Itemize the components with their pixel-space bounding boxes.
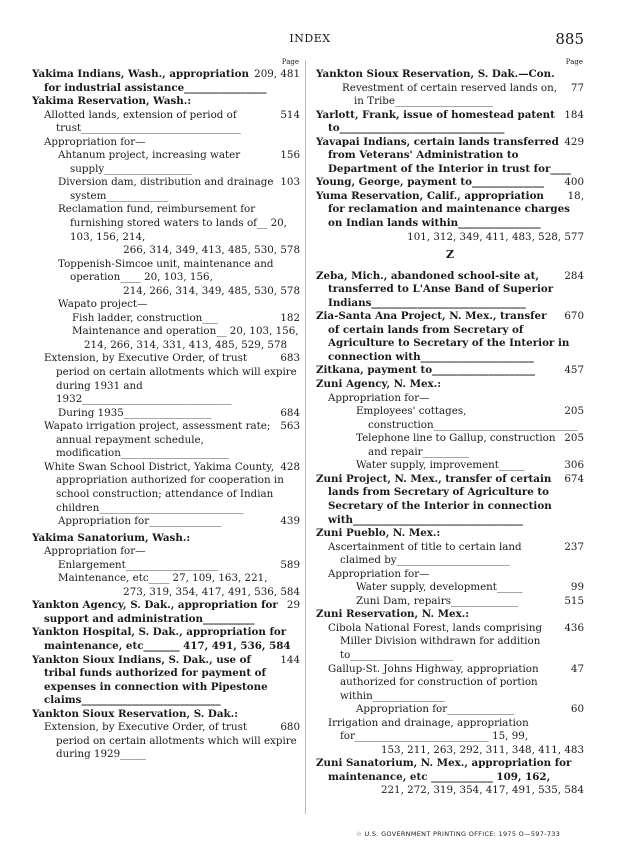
entry-pages: 515 — [564, 594, 584, 607]
index-entry: Yankton Sioux Reservation, S. Dak.: — [32, 707, 239, 720]
entry-text: Enlargement__________________ — [58, 558, 219, 571]
entry-pages: 514 — [280, 108, 300, 121]
entry-text: Wapato irrigation project, assessment rate; annual repayment schedule, modification_____________________ — [44, 420, 271, 460]
entry-pages: 674 — [564, 472, 584, 485]
entry-text: Appropriation for______________ — [58, 515, 222, 528]
entry-text: Water supply, development_____ — [356, 581, 523, 594]
index-entry — [316, 270, 584, 311]
entry-text: Yarlott, Frank, issue of homestead patent to________________________________ — [316, 108, 555, 135]
entry-text: Zeba, Mich., abandoned school-site at, transferred to L'Anse Band of Superior Indians______________________________ — [316, 269, 554, 309]
index-entry-continuation: 153, 211, 263, 292, 311, 348, 411, 483 — [380, 743, 584, 756]
entry-text: Appropriation for_____________ — [356, 703, 515, 716]
entry-pages: 156 — [280, 149, 300, 162]
index-entry — [316, 136, 584, 177]
index-entry: Zuni Pueblo, N. Mex.: — [316, 527, 441, 540]
entry-text: Zia-Santa Ana Project, N. Mex., transfer of certain lands from Secretary of Agriculture to Secretary of the Interior in connection with______________________ — [316, 310, 570, 363]
entry-pages: 457 — [564, 364, 584, 377]
index-entry — [316, 459, 584, 473]
entry-text: Telephone line to Gallup, construction and repair_________ — [356, 432, 556, 458]
entry-text: Gallup-St. Johns Highway, appropriation authorized for construction of portion within______________ — [328, 662, 539, 702]
index-entry: Irrigation and drainage, appropriation for__________________________ 15, 99, — [328, 716, 529, 743]
index-entry: Yankton Hospital, S. Dak., appropriation for maintenance, etc_______ 417, 491, 536, 584 — [32, 626, 291, 652]
entry-pages: 563 — [280, 420, 300, 433]
index-entry — [32, 420, 300, 461]
entry-text: Employees' cottages, construction____________________________ — [356, 405, 578, 431]
entry-text: During 1935_________________ — [58, 406, 212, 419]
index-entry: Yakima Sanatorium, Wash.: — [32, 531, 191, 544]
index-entry — [32, 109, 300, 136]
entry-text: Extension, by Executive Order, of trust period on certain allotments which will expire during 1931 and 1932_____________________________ — [44, 352, 297, 406]
index-entry — [316, 432, 584, 459]
index-entry — [32, 407, 300, 421]
entry-pages: 103 — [280, 176, 300, 189]
entry-pages: 589 — [280, 558, 300, 571]
entry-pages: 684 — [280, 406, 300, 419]
index-entry: Maintenance and operation__ 20, 103, 156, 214, 266, 314, 331, 413, 485, 529, 578 — [72, 325, 299, 351]
index-entry — [32, 68, 300, 95]
entry-text: Yankton Sioux Indians, S. Dak., use of tribal funds authorized for payment of expenses in connection with Pipestone claims___________________________ — [32, 653, 268, 707]
index-entry — [32, 721, 300, 762]
index-entry — [316, 581, 584, 595]
entry-text: Ahtanum project, increasing water supply_________________ — [58, 149, 241, 175]
entry-pages: 683 — [280, 352, 300, 365]
entry-text: Zitkana, payment to____________________ — [316, 364, 536, 377]
page-number: 885 — [555, 30, 584, 48]
entry-pages: 680 — [280, 721, 300, 734]
index-entry: Yakima Reservation, Wash.: — [32, 95, 192, 108]
entry-text: White Swan School District, Yakima County, appropriation authorized for cooperation in school construction; attendance of Indian children____________________________ — [44, 460, 284, 514]
entry-pages: 429 — [564, 135, 584, 148]
index-entry — [316, 663, 584, 704]
entry-text: Ascertainment of title to certain land claimed by______________________ — [328, 540, 522, 567]
entry-pages: 400 — [564, 176, 584, 189]
index-entry-continuation: 221, 272, 319, 354, 417, 491, 535, 584 — [380, 784, 584, 797]
entry-text: Zuni Dam, repairs_____________ — [356, 594, 518, 607]
page-column-label: Page — [281, 58, 299, 66]
entry-text: Yuma Reservation, Calif., appropriation for reclamation and maintenance charges on Indian lands within________________ — [316, 189, 570, 230]
index-entry — [316, 310, 584, 364]
index-entry: Zuni Agency, N. Mex.: — [316, 378, 442, 391]
entry-pages: 428 — [280, 460, 300, 473]
index-entry: Reclamation fund, reimbursement for furnishing stored waters to lands of__ 20, 103, 156, 214, — [58, 203, 287, 243]
index-entry: Zuni Reservation, N. Mex.: — [316, 608, 470, 621]
entry-pages: 29 — [286, 599, 300, 612]
right-column — [316, 56, 584, 798]
index-entry — [316, 473, 584, 527]
index-entry — [316, 405, 584, 432]
entry-pages: 205 — [564, 405, 584, 418]
entry-text: Cibola National Forest, lands comprising Miller Division withdrawn for addition to____________________ — [328, 621, 543, 661]
index-entry-continuation: 214, 266, 314, 349, 485, 530, 578 — [123, 284, 300, 297]
entry-pages: 436 — [564, 621, 584, 634]
page-header-title: INDEX — [289, 32, 331, 45]
entry-pages: 77 — [570, 81, 584, 94]
entry-pages: 144 — [280, 653, 300, 666]
index-entry: Maintenance, etc____ 27, 109, 163, 221, — [58, 572, 268, 585]
index-entry-continuation: 101, 312, 349, 411, 483, 528, 577 — [407, 230, 584, 243]
entry-pages: 306 — [564, 459, 584, 472]
entry-text: Revestment of certain reserved lands on, in Tribe___________________ — [342, 81, 558, 108]
index-entry — [316, 109, 584, 136]
index-entry — [32, 559, 300, 573]
index-entry-continuation: 273, 319, 354, 417, 491, 536, 584 — [123, 585, 300, 598]
entry-pages: 18, — [567, 189, 584, 202]
index-entry: Appropriation for— — [44, 545, 146, 558]
index-entry — [32, 352, 300, 406]
entry-pages: 439 — [280, 515, 300, 528]
index-entry: Appropriation for— — [328, 567, 430, 580]
entry-pages: 237 — [564, 540, 584, 553]
printing-office-footer: ☆ U.S. GOVERNMENT PRINTING OFFICE: 1975 O—597-733 — [356, 830, 561, 838]
index-entry — [32, 149, 300, 176]
index-entry — [316, 364, 584, 378]
page-column-label: Page — [565, 58, 583, 66]
index-entry: Wapato project— — [58, 298, 148, 311]
index-entry — [316, 190, 584, 231]
entry-text: Yakima Indians, Wash., appropriation for industrial assistance________________ — [32, 68, 267, 94]
index-entry: Toppenish-Simcoe unit, maintenance and operation____ 20, 103, 156, — [58, 257, 274, 284]
index-entry — [316, 176, 584, 190]
entry-pages: 47 — [570, 662, 584, 675]
index-entry: Yankton Sioux Reservation, S. Dak.—Con. — [316, 68, 555, 80]
entry-text: Water supply, improvement_____ — [356, 459, 525, 472]
index-entry — [316, 541, 584, 568]
index-entry: Appropriation for— — [44, 135, 146, 148]
index-entry: Appropriation for— — [328, 391, 430, 404]
index-entry — [32, 461, 300, 515]
entry-text: Diversion dam, distribution and drainage system____________ — [58, 176, 274, 202]
entry-text: Zuni Project, N. Mex., transfer of certain lands from Secretary of Agriculture to Secretary of the Interior in connection with_________________________________ — [316, 472, 552, 526]
index-entry: Zuni Sanatorium, N. Mex., appropriation for maintenance, etc ____________ 109, 162, — [316, 757, 572, 783]
index-entry — [316, 595, 584, 609]
index-entry — [32, 599, 300, 626]
entry-pages: 284 — [564, 269, 584, 282]
entry-text: Yavapai Indians, certain lands transferred from Veterans' Administration to Department of the Interior in trust for____ — [316, 135, 571, 175]
entry-pages: 205 — [564, 432, 584, 445]
entry-pages: 99 — [570, 581, 584, 594]
entry-text: Extension, by Executive Order, of trust period on certain allotments which will expire during 1929_____ — [44, 721, 297, 761]
index-entry — [32, 176, 300, 203]
entry-pages: 60 — [570, 703, 584, 716]
index-entry — [32, 515, 300, 529]
entry-pages: 670 — [564, 310, 584, 323]
entry-text: Fish ladder, construction___ — [72, 311, 218, 324]
column-divider — [305, 60, 306, 814]
index-entry — [316, 622, 584, 663]
entry-pages: 182 — [280, 311, 300, 324]
index-entry-continuation: 266, 314, 349, 413, 485, 530, 578 — [123, 244, 300, 257]
entry-text: Yankton Agency, S. Dak., appropriation for support and administration__________ — [32, 599, 278, 625]
left-column — [32, 56, 300, 762]
index-entry — [316, 82, 584, 109]
index-entry — [32, 654, 300, 708]
index-entry — [316, 703, 584, 717]
entry-pages: 209, 481 — [254, 68, 300, 80]
entry-pages: 184 — [564, 108, 584, 121]
entry-text: Allotted lands, extension of period of trust_______________________________ — [44, 108, 241, 135]
section-letter: Z — [445, 248, 455, 262]
entry-text: Young, George, payment to______________ — [316, 176, 545, 189]
index-entry — [32, 312, 300, 326]
